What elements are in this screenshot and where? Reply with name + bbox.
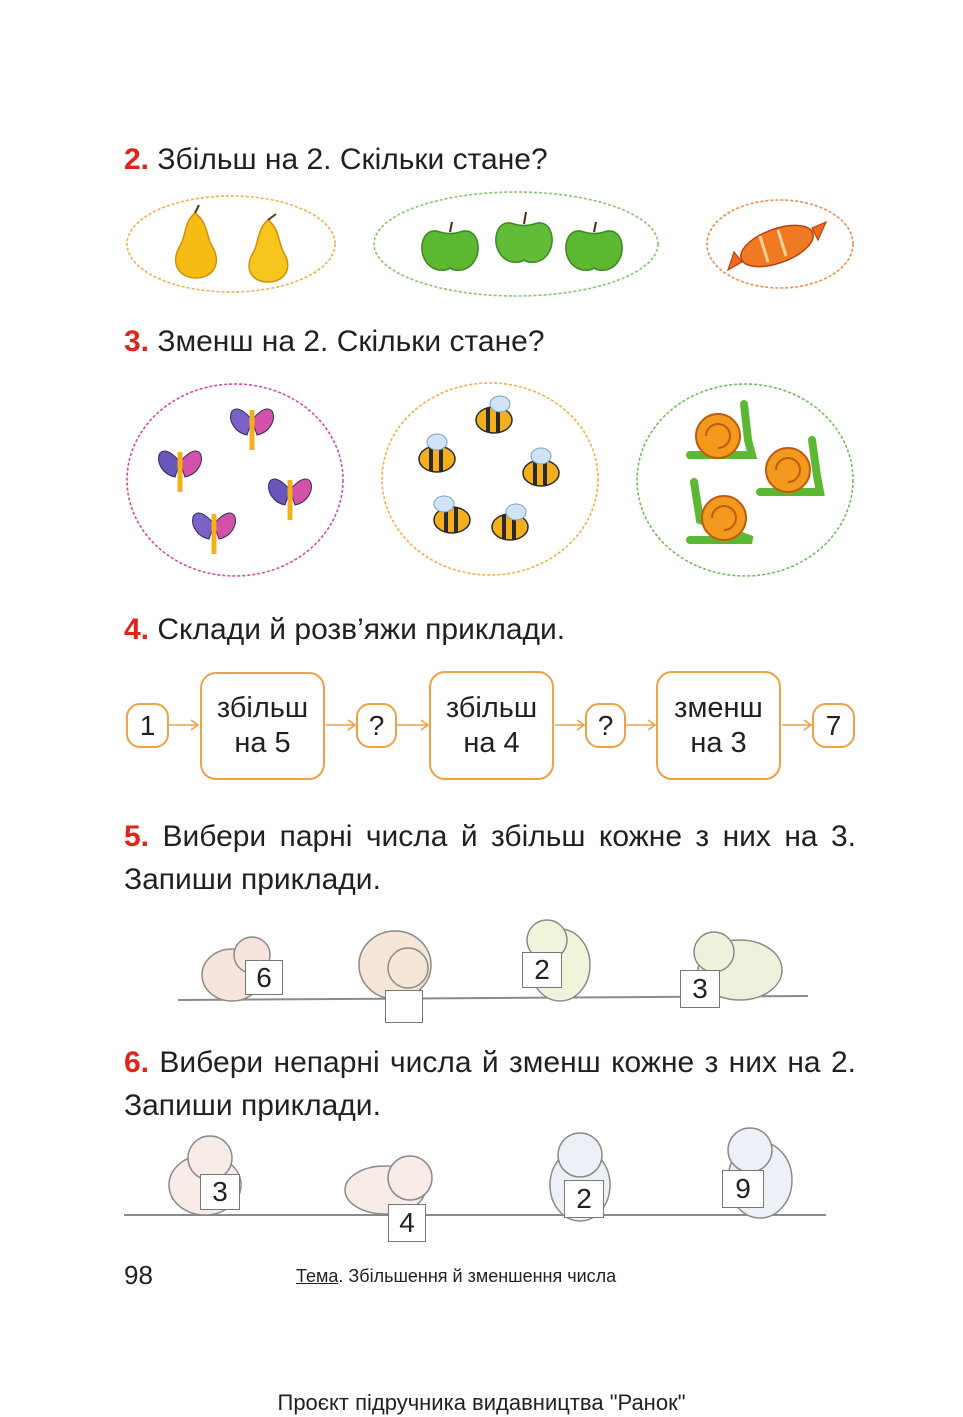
number-card: 2 — [522, 952, 562, 988]
number-card: 3 — [680, 970, 720, 1008]
task-number: 4. — [124, 613, 150, 646]
chain-unknown-1: ? — [356, 703, 397, 748]
task-text: Склади й розв’яжи приклади. — [157, 613, 566, 646]
number-card: 2 — [564, 1180, 604, 1218]
number-card: 6 — [245, 960, 283, 995]
operation-amount: на 3 — [690, 726, 747, 759]
number-card: 4 — [388, 1204, 426, 1242]
number-card: 9 — [722, 1170, 764, 1208]
task-text: Вибери парні числа й збільш кожне з них на 3. Запиши приклади. — [124, 820, 856, 896]
task-text: Збільш на 2. Скільки стане? — [157, 143, 548, 176]
task-number: 3. — [124, 325, 150, 358]
number-card: 3 — [200, 1174, 240, 1210]
operation-amount: на 5 — [234, 727, 291, 759]
task-text: Зменш на 2. Скільки стане? — [157, 325, 545, 358]
topic-text: . Збільшення й зменшення числа — [338, 1266, 617, 1286]
task-text: Вибери непарні числа й зменш кожне з них на 2. Запиши приклади. — [124, 1046, 857, 1122]
chain-unknown-2: ? — [585, 703, 626, 748]
page-topic — [296, 1266, 616, 1287]
chain-end: 7 — [812, 703, 855, 748]
task-number: 2. — [124, 143, 150, 176]
topic-label: Тема — [296, 1266, 339, 1286]
task-number: 6. — [124, 1046, 150, 1079]
operation-amount: на 4 — [463, 726, 520, 759]
chain-start: 1 — [126, 703, 169, 748]
operation-verb: збільш — [445, 691, 538, 724]
page-number: 98 — [124, 1260, 153, 1290]
operation-verb: зменш — [674, 691, 763, 724]
operation-verb: збільш — [216, 692, 309, 724]
publisher-credit: Проєкт підручника видавництва "Ранок" — [277, 1390, 686, 1415]
task-number: 5. — [124, 820, 150, 853]
